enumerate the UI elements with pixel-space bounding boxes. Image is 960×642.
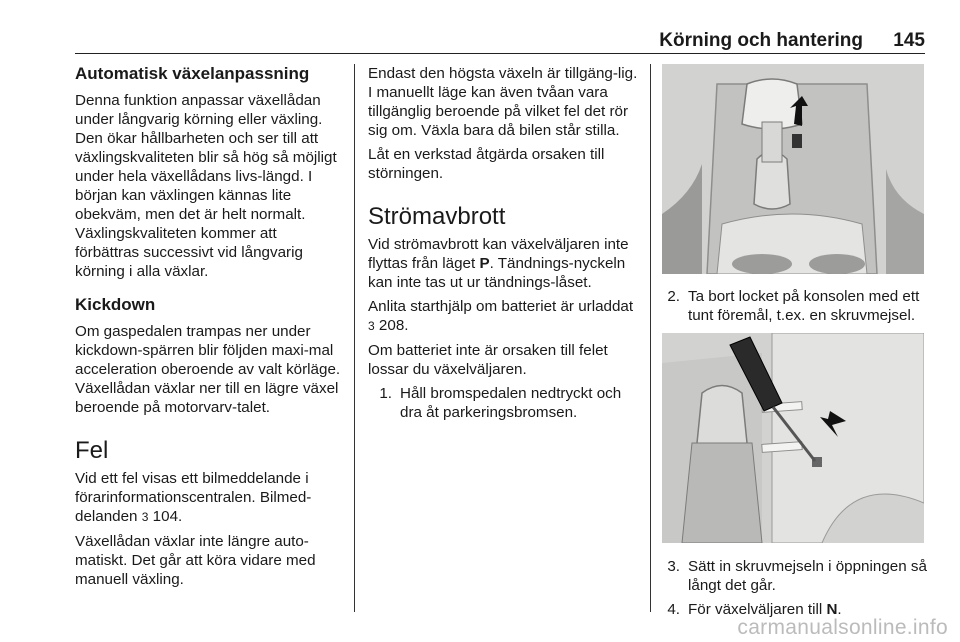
step-text: Håll bromspedalen nedtryckt och dra åt parkeringsbromsen. — [400, 385, 622, 421]
reference-arrow-icon: 3 — [368, 319, 375, 333]
page-reference-link[interactable]: 104. — [152, 508, 183, 525]
page-number: 145 — [893, 30, 925, 51]
paragraph-kickdown: Om gaspedalen trampas ner under kickdown-spärren blir följden maxi-mal acceleration oberoende av valt körläge. Växellådan växlar ner till en lägre växel beroende på motorvarv-talet. — [75, 323, 341, 416]
position-p: P — [479, 255, 490, 272]
paragraph-fel-1 — [75, 469, 345, 527]
column-left — [75, 64, 345, 594]
heading-fel: Fel — [75, 437, 109, 464]
step-3 — [662, 557, 927, 595]
header-title: Körning och hantering — [659, 30, 863, 51]
gear-lever-illustration — [662, 64, 924, 274]
step-number: 2. — [667, 288, 680, 305]
step-text: Ta bort locket på konsolen med ett tunt föremål, t.ex. en skruvmejsel. — [688, 288, 920, 324]
page-reference-link[interactable]: 208. — [378, 317, 409, 334]
step-2 — [662, 287, 927, 325]
paragraph-stromavbrott — [368, 235, 638, 292]
screwdriver-illustration — [662, 333, 924, 543]
paragraph-automatisk: Denna funktion anpassar växellådan under långvarig körning eller växling. Den ökar hållbarheten och ser till att växlingskvaliteten blir så hög så möjligt under hela växellådans livs-längd. I början kan växlingen kännas lite obekväm, men det är helt normalt. Växlingskvaliteten kommer att förbättras successivt vid långvarig körning i alla växlar. — [75, 92, 337, 280]
step-number: 4. — [667, 601, 680, 618]
paragraph-anlita — [368, 297, 638, 336]
column-divider-1 — [354, 64, 355, 612]
step-number: 1. — [379, 385, 392, 402]
header-rule — [75, 53, 925, 54]
step-number: 3. — [667, 558, 680, 575]
column-divider-2 — [650, 64, 651, 612]
page-header — [75, 30, 925, 50]
paragraph-om-batteriet: Om batteriet inte är orsaken till felet lossar du växelväljaren. — [368, 342, 608, 378]
heading-automatisk-vaxelanpassning: Automatisk växelanpassning — [75, 64, 310, 83]
strom-text-a: Vid strömavbrott kan växelväljaren inte flyttas från läget — [368, 236, 629, 272]
step-text: Sätt in skruvmejseln i öppningen så långt det går. — [688, 558, 927, 594]
heading-stromavbrott: Strömavbrott — [368, 203, 506, 230]
position-n: N — [826, 601, 838, 618]
watermark: carmanualsonline.info — [737, 616, 948, 639]
paragraph-hogsta-vaxeln: Endast den högsta växeln är tillgäng-lig. I manuellt läge kan även tvåan vara tillgänglig beroende på vilket fel det rör sig om. Växla bara då bilen står stilla. — [368, 65, 638, 139]
anlita-text: Anlita starthjälp om batteriet är urladdat — [368, 298, 634, 315]
step4-text-b: . — [837, 601, 842, 618]
column-right — [662, 64, 927, 619]
step4-text-a: För växelväljaren till — [688, 601, 823, 618]
strom-text-b: . Tändnings-nyckeln kan inte tas ut ur tändnings-låset. — [368, 255, 626, 291]
paragraph-fel-2: Växellådan växlar inte längre auto-matiskt. Det går att köra vidare med manuell växling. — [75, 533, 316, 588]
fel-text: Vid ett fel visas ett bilmeddelande i förarinformationscentralen. Bilmed-delanden — [75, 470, 312, 525]
column-middle — [368, 64, 638, 422]
step-1 — [368, 384, 638, 422]
paragraph-verkstad: Låt en verkstad åtgärda orsaken till störningen. — [368, 146, 605, 182]
heading-kickdown: Kickdown — [75, 295, 156, 314]
reference-arrow-icon: 3 — [141, 510, 149, 524]
